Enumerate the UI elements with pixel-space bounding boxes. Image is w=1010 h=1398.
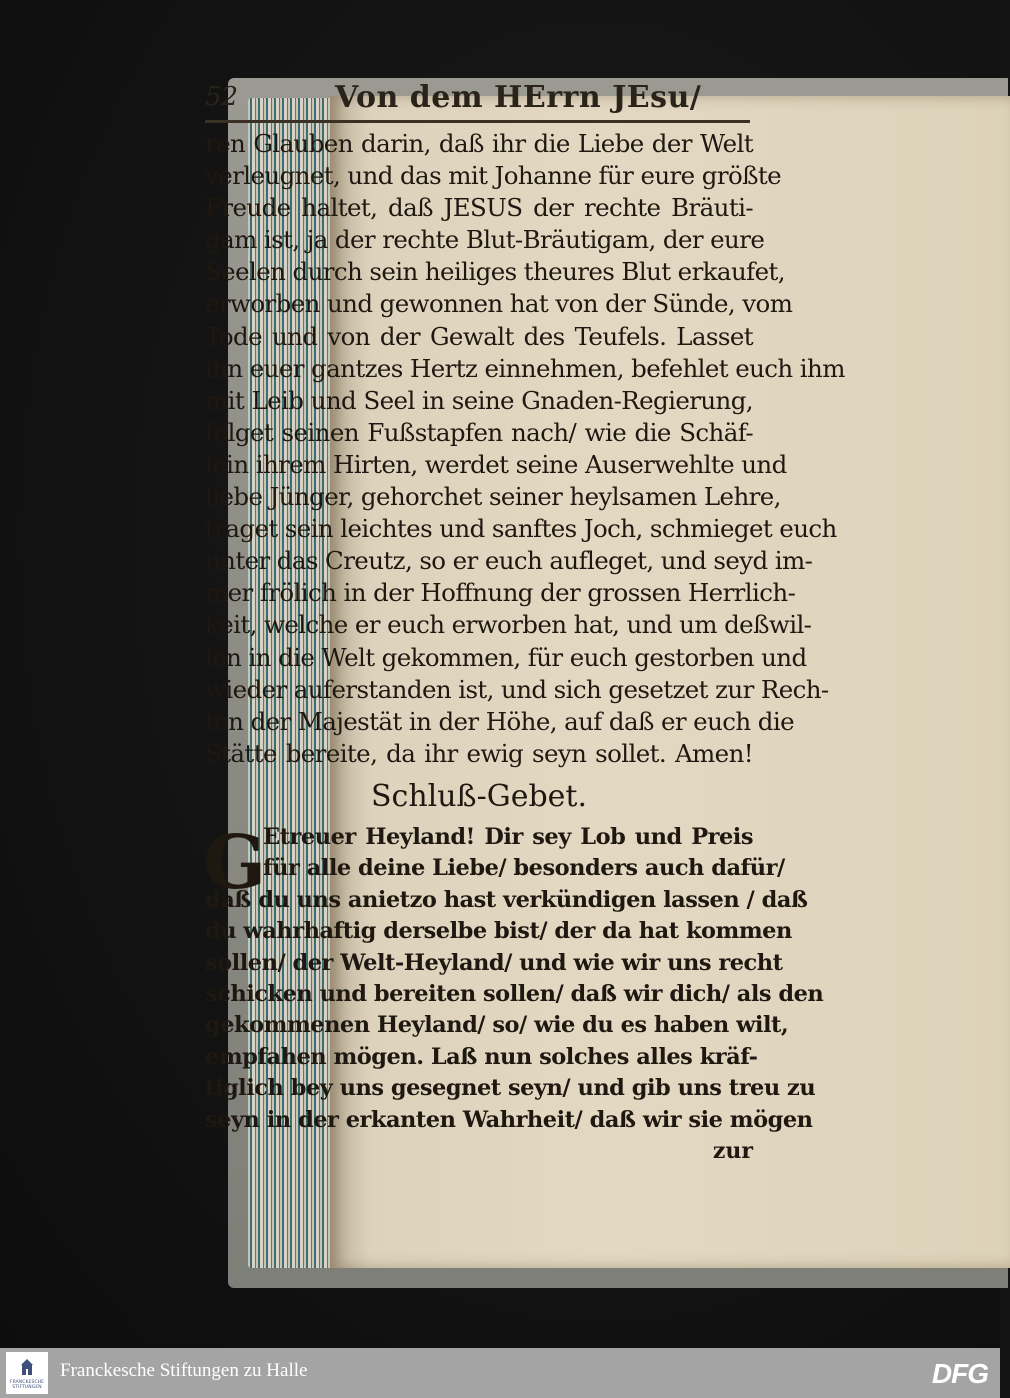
prayer-line: schicken und bereiten sollen/ daß wir dich/ als den — [205, 980, 824, 1007]
prayer-line: empfahen mögen. Laß nun solches alles kräf- — [205, 1043, 758, 1070]
footer-bar — [0, 1348, 1000, 1398]
header-rule — [205, 120, 750, 123]
prayer-line: seyn in der erkanten Wahrheit/ daß wir sie mögen — [205, 1106, 813, 1133]
body-line: len in die Welt gekommen, für euch gestorben und — [205, 642, 807, 672]
body-line: erworben und gewonnen hat von der Sünde, vom — [205, 289, 793, 319]
prayer-line: du wahrhaftig derselbe bist/ der da hat kommen — [205, 918, 792, 945]
drop-cap: G — [203, 819, 267, 906]
body-line: mer frölich in der Hoffnung der grossen Herrlich- — [205, 578, 796, 608]
page-number: 52 — [205, 82, 239, 112]
body-line: ten der Majestät in der Höhe, auf daß er euch die — [205, 706, 794, 736]
body-line: verleugnet, und das mit Johanne für eure größte — [205, 161, 782, 191]
prayer-line: für alle deine Liebe/ besonders auch dafür/ — [263, 855, 785, 882]
body-line: folget seinen Fußstapfen nach/ wie die Schäf- — [205, 417, 753, 447]
prayer-line: Etreuer Heyland! Dir sey Lob und Preis — [263, 823, 753, 850]
body-line: wieder auferstanden ist, und sich gesetzet zur Rech- — [205, 674, 829, 704]
body-line: ihn euer gantzes Hertz einnehmen, befehlet euch ihm — [205, 353, 845, 383]
body-line: unter das Creutz, so er euch aufleget, und seyd im- — [205, 546, 813, 576]
body-line: ren Glauben darin, daß ihr die Liebe der Welt — [205, 129, 753, 158]
body-line: traget sein leichtes und sanftes Joch, schmieget euch — [205, 514, 837, 544]
prayer-line: sollen/ der Welt-Heyland/ und wie wir uns recht — [205, 949, 783, 976]
body-line: Tode und von der Gewalt des Teufels. Lasset — [205, 321, 753, 351]
body-line: liebe Jünger, gehorchet seiner heylsamen Lehre, — [205, 482, 781, 512]
body-text — [203, 128, 845, 1166]
running-head: Von dem HErrn JEsu/ — [335, 80, 702, 115]
institution-logo[interactable] — [6, 1352, 48, 1394]
prayer-block — [203, 819, 824, 1166]
logo-text: FRANCKESCHE STIFTUNGEN — [9, 1380, 45, 1390]
body-line: mit Leib und Seel in seine Gnaden-Regierung, — [205, 385, 753, 415]
section-heading: Schluß-Gebet. — [370, 778, 588, 814]
body-line: Stätte bereite, da ihr ewig seyn sollet. Amen! — [205, 738, 753, 768]
prayer-line: tiglich bey uns gesegnet seyn/ und gib uns treu zu — [205, 1075, 816, 1102]
catchword: zur — [712, 1137, 753, 1164]
dfg-logo[interactable]: DFG — [931, 1358, 988, 1389]
building-icon — [21, 1358, 33, 1376]
prayer-line: daß du uns anietzo hast verkündigen lassen / daß — [205, 886, 808, 913]
prayer-line: gekommenen Heyland/ so/ wie du es haben wilt, — [205, 1012, 789, 1039]
body-line: gam ist, ja der rechte Blut-Bräutigam, der eure — [205, 225, 765, 255]
institution-name[interactable]: Franckesche Stiftungen zu Halle — [60, 1360, 308, 1381]
body-line: keit, welche er euch erworben hat, und um deßwil- — [205, 610, 812, 640]
body-line: Freude haltet, daß JESUS der rechte Bräuti- — [205, 193, 753, 223]
body-line: Seelen durch sein heiliges theures Blut erkaufet, — [205, 257, 785, 287]
body-line: lein ihrem Hirten, werdet seine Auserwehlte und — [205, 449, 787, 479]
